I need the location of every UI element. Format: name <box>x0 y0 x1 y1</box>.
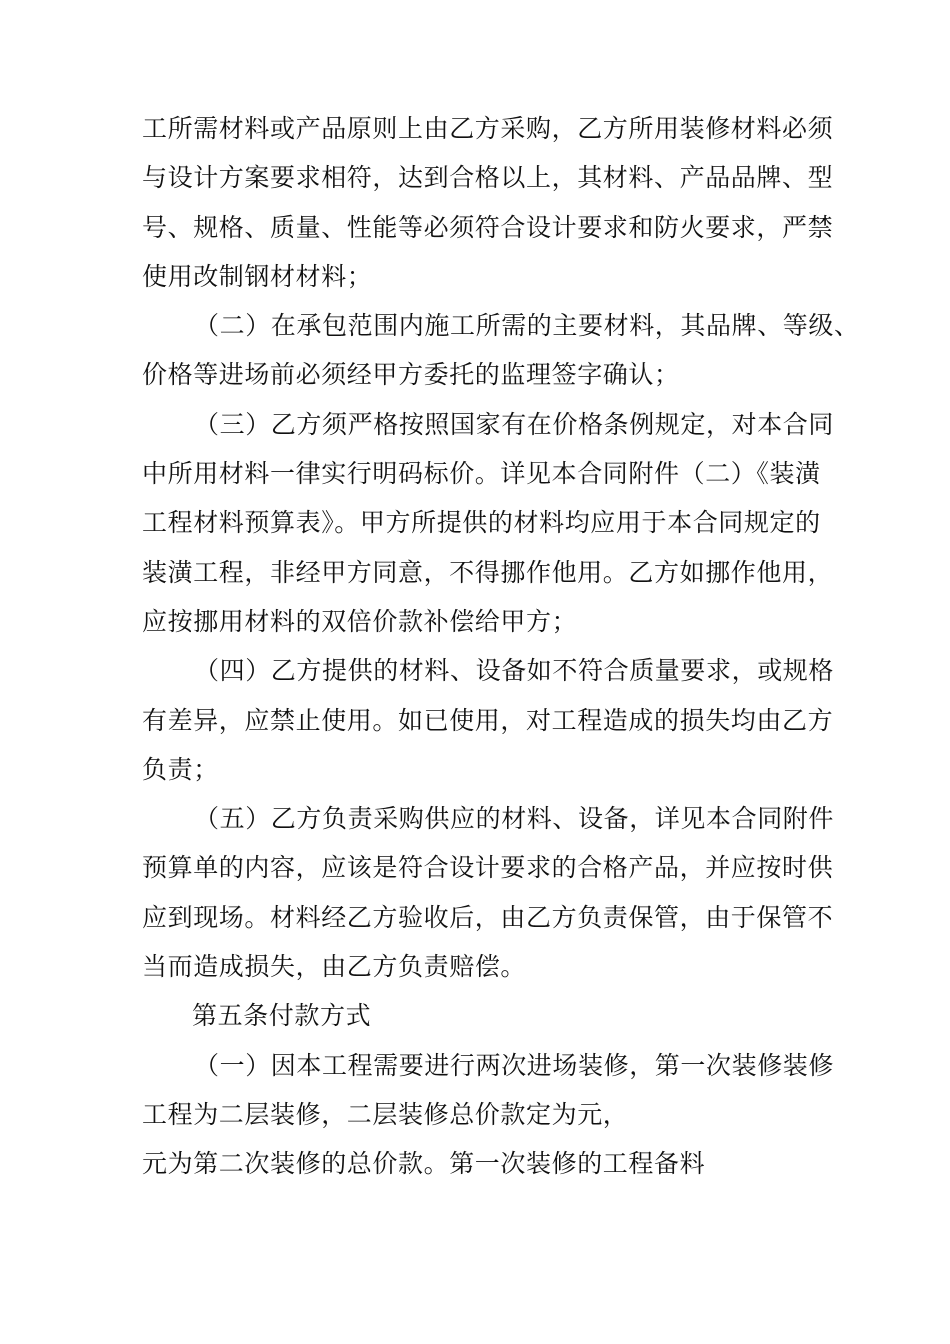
paragraph-line: 价格等进场前必须经甲方委托的监理签字确认； <box>142 360 680 390</box>
paragraph-line: 工程为二层装修，二层装修总价款定为元， <box>142 1099 629 1129</box>
document-body <box>142 104 860 1189</box>
paragraph-line: 工程材料预算表》。甲方所提供的材料均应用于本合同规定的 <box>142 508 821 538</box>
paragraph-line: 中所用材料一律实行明码标价。详见本合同附件（二）《装潢 <box>142 459 821 489</box>
paragraph-line: （一）因本工程需要进行两次进场装修，第一次装修装修 <box>194 1050 835 1080</box>
paragraph-line: 元为第二次装修的总价款。第一次装修的工程备料 <box>142 1149 706 1179</box>
section-heading: 第五条付款方式 <box>192 1001 372 1031</box>
paragraph-line: （二）在承包范围内施工所需的主要材料，其品牌、等级、 <box>194 311 860 341</box>
paragraph-line: 当而造成损失，由乙方负责赔偿。 <box>142 952 527 982</box>
paragraph-line: 应到现场。材料经乙方验收后，由乙方负责保管，由于保管不 <box>142 902 834 932</box>
paragraph-line: （四）乙方提供的材料、设备如不符合质量要求，或规格 <box>194 656 835 686</box>
paragraph-line: 号、规格、质量、性能等必须符合设计要求和防火要求，严禁 <box>142 212 834 242</box>
paragraph-line: 使用改制钢材材料； <box>142 261 373 291</box>
paragraph-line: （三）乙方须严格按照国家有在价格条例规定，对本合同 <box>194 409 835 439</box>
paragraph-line: 负责； <box>142 754 219 784</box>
paragraph-line: 装潢工程，非经甲方同意，不得挪作他用。乙方如挪作他用， <box>142 557 834 587</box>
paragraph-line: 工所需材料或产品原则上由乙方采购，乙方所用装修材料必须 <box>142 114 834 143</box>
paragraph-line: 预算单的内容，应该是符合设计要求的合格产品，并应按时供 <box>142 853 834 883</box>
paragraph-line: 应按挪用材料的双倍价款补偿给甲方； <box>142 606 578 636</box>
paragraph-line: （五）乙方负责采购供应的材料、设备，详见本合同附件 <box>194 804 835 834</box>
paragraph-line: 与设计方案要求相符，达到合格以上，其材料、产品品牌、型 <box>142 163 834 193</box>
paragraph-line: 有差异，应禁止使用。如已使用，对工程造成的损失均由乙方 <box>142 705 834 735</box>
